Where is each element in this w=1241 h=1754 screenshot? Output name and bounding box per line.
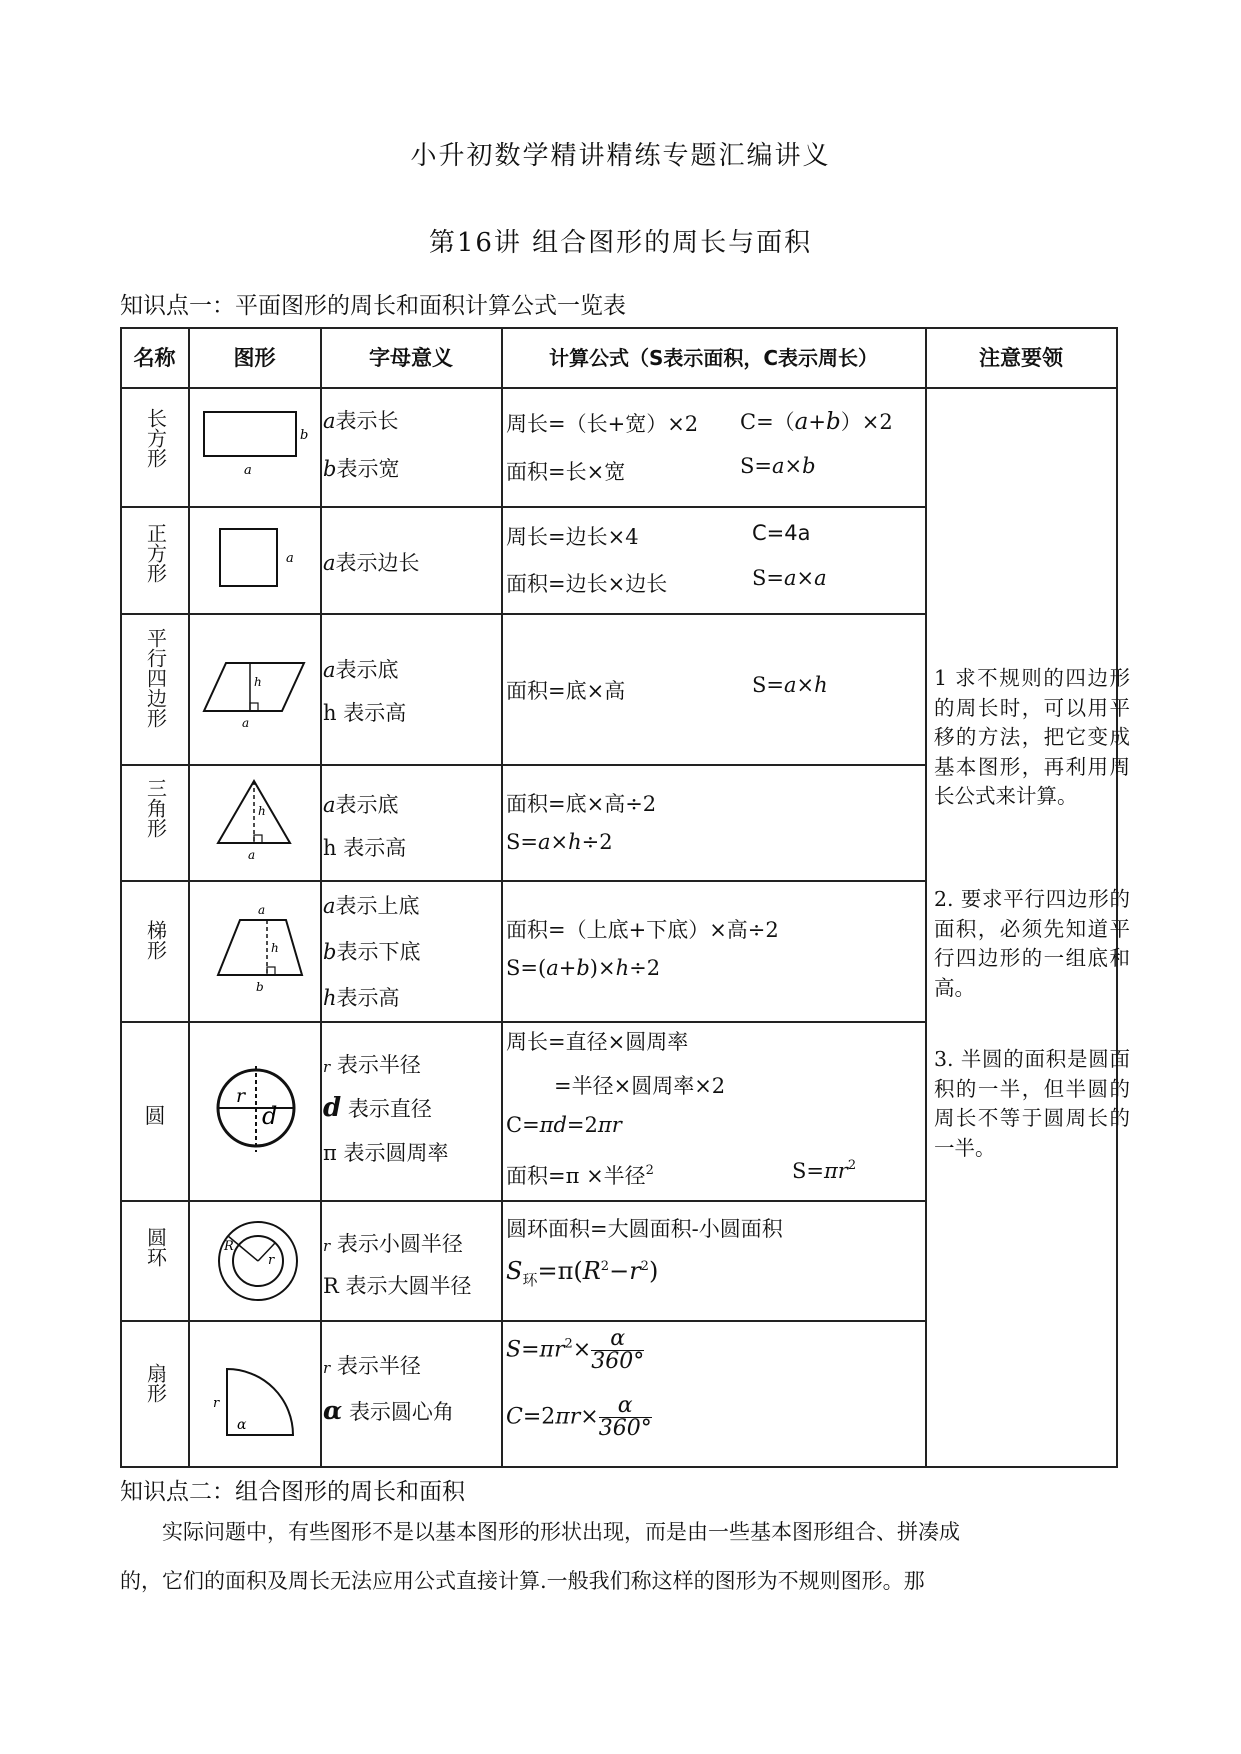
formula-para-area: 面积=底×高 (506, 679, 626, 703)
formula-square-c: C=4a (752, 521, 811, 545)
header-notes: 注意要领 (979, 346, 1063, 370)
meaning-circle-pi: π 表示圆周率 (323, 1141, 449, 1165)
svg-text:a: a (242, 716, 250, 730)
formula-trap-area: 面积=（上底+下底）×高÷2 (506, 918, 779, 942)
name-circle: 圆 (144, 1104, 166, 1128)
lecture-title: 第16讲 组合图形的周长与面积 (428, 228, 813, 258)
document-title: 小升初数学精讲精练专题汇编讲义 (410, 141, 831, 171)
svg-text:r: r (268, 1253, 275, 1268)
meaning-para-h: h 表示高 (323, 701, 407, 725)
header-figure: 图形 (233, 346, 276, 370)
header-formula: 计算公式（S表示面积，C表示周长） (548, 346, 879, 370)
formula-sector-area: $S=\pi r^2\times$ $\frac{\alpha}{360^\circ}$ (506, 1326, 645, 1374)
sector-area-denominator: 360° (591, 1349, 645, 1374)
svg-text:a: a (286, 551, 294, 566)
meaning-para-a: 表示底 (335, 658, 399, 682)
square-figure (210, 524, 300, 594)
meaning-circle-r: 表示半径 (336, 1053, 421, 1077)
formula-ring-area: 圆环面积=大圆面积-小圆面积 (506, 1217, 783, 1241)
note-1: 1 求不规则的四边形的周长时，可以用平移的方法，把它变成基本图形，再利用周长公式来计算。 (934, 666, 1130, 808)
formula-square-perimeter: 周长=边长×4 (506, 525, 639, 549)
formula-circle-s: S= (792, 1159, 824, 1183)
meaning-tri-a: 表示底 (335, 793, 399, 817)
formula-square-area: 面积=边长×边长 (506, 572, 668, 596)
paragraph-line-1: 实际问题中，有些图形不是以基本图形的形状出现，而是由一些基本图形组合、拼凑成 (162, 1520, 960, 1544)
svg-text:a: a (258, 903, 266, 917)
svg-text:R: R (224, 1239, 234, 1254)
name-square: 正方形 (143, 523, 168, 583)
name-trapezoid: 梯形 (143, 920, 168, 960)
formula-rect-perimeter: 周长=（长+宽）×2 (506, 412, 699, 436)
svg-text:r: r (236, 1085, 246, 1107)
formula-trap-s: S= (506, 956, 538, 980)
parallelogram-figure (198, 655, 318, 735)
svg-text:a: a (244, 463, 252, 478)
formula-tri-area: 面积=底×高÷2 (506, 792, 657, 816)
formula-circle-c: C= (506, 1113, 540, 1137)
svg-text:α: α (237, 1417, 247, 1433)
meaning-ring-R: R 表示大圆半径 (323, 1274, 472, 1298)
name-ring: 圆环 (143, 1227, 168, 1267)
meaning-trap-b: 表示下底 (336, 940, 421, 964)
meaning-trap-h: 表示高 (336, 986, 400, 1010)
svg-text:b: b (300, 428, 309, 443)
header-meaning: 字母意义 (369, 346, 453, 370)
circle-figure (210, 1062, 305, 1162)
svg-text:h: h (258, 804, 266, 818)
formula-sector-perimeter: C=2πr× $\frac{\alpha}{360^\circ}$ (506, 1393, 652, 1441)
name-rectangle: 长方形 (143, 408, 168, 468)
note-2: 2. 要求平行四边形的面积，必须先知道平行四边形的一组底和高。 (934, 887, 1130, 1000)
meaning-circle-d: 表示直径 (347, 1097, 432, 1121)
meaning-rect-a: 表示长 (335, 409, 399, 433)
meaning-ring-r: 表示小圆半径 (336, 1232, 463, 1256)
rectangle-figure (196, 400, 316, 480)
svg-text:r: r (213, 1396, 220, 1411)
sector-perimeter-denominator: 360° (598, 1416, 652, 1441)
meaning-rect-b: 表示宽 (336, 457, 400, 481)
name-parallelogram: 平行四边形 (143, 628, 168, 728)
meaning-sector-alpha: 表示圆心角 (348, 1400, 454, 1424)
formula-rect-c-tail: ）×2 (840, 410, 893, 434)
formula-para-s: S= (752, 673, 784, 697)
meaning-trap-a: 表示上底 (335, 894, 420, 918)
name-sector: 扇形 (143, 1363, 168, 1403)
trapezoid-figure (208, 900, 313, 1000)
svg-text:h: h (271, 941, 279, 955)
formula-rect-s: S= (740, 454, 772, 478)
paragraph-line-2: 的，它们的面积及周长无法应用公式直接计算.一般我们称这样的图形为不规则图形。那 (120, 1569, 925, 1593)
formula-tri-s: S= (506, 830, 538, 854)
meaning-square-a: 表示边长 (335, 551, 420, 575)
formula-circle-area: 面积=π ×半径 (506, 1164, 646, 1188)
formula-rect-c: C=（ (740, 410, 795, 434)
svg-text:h: h (254, 675, 262, 689)
svg-text:a: a (248, 848, 256, 862)
formula-ring-sub: 环 (522, 1270, 538, 1289)
section-heading-2: 知识点二：组合图形的周长和面积 (120, 1479, 465, 1505)
section-heading-1: 知识点一：平面图形的周长和面积计算公式一览表 (120, 293, 626, 319)
formula-circle-perimeter-2: =半径×圆周率×2 (554, 1074, 726, 1098)
formula-square-s: S= (752, 566, 784, 590)
svg-text:b: b (256, 980, 264, 994)
name-triangle: 三角形 (143, 778, 168, 838)
meaning-tri-h: h 表示高 (323, 836, 407, 860)
svg-text:d: d (262, 1102, 278, 1130)
note-3: 3. 半圆的面积是圆面积的一半，但半圆的周长不等于圆周长的一半。 (934, 1047, 1130, 1160)
triangle-figure (210, 775, 310, 865)
formula-circle-perimeter: 周长=直径×圆周率 (506, 1030, 689, 1054)
header-name: 名称 (133, 346, 176, 370)
sector-figure (205, 1345, 310, 1445)
formula-rect-area: 面积=长×宽 (506, 460, 626, 484)
meaning-sector-r: 表示半径 (336, 1354, 421, 1378)
ring-figure (208, 1216, 308, 1316)
